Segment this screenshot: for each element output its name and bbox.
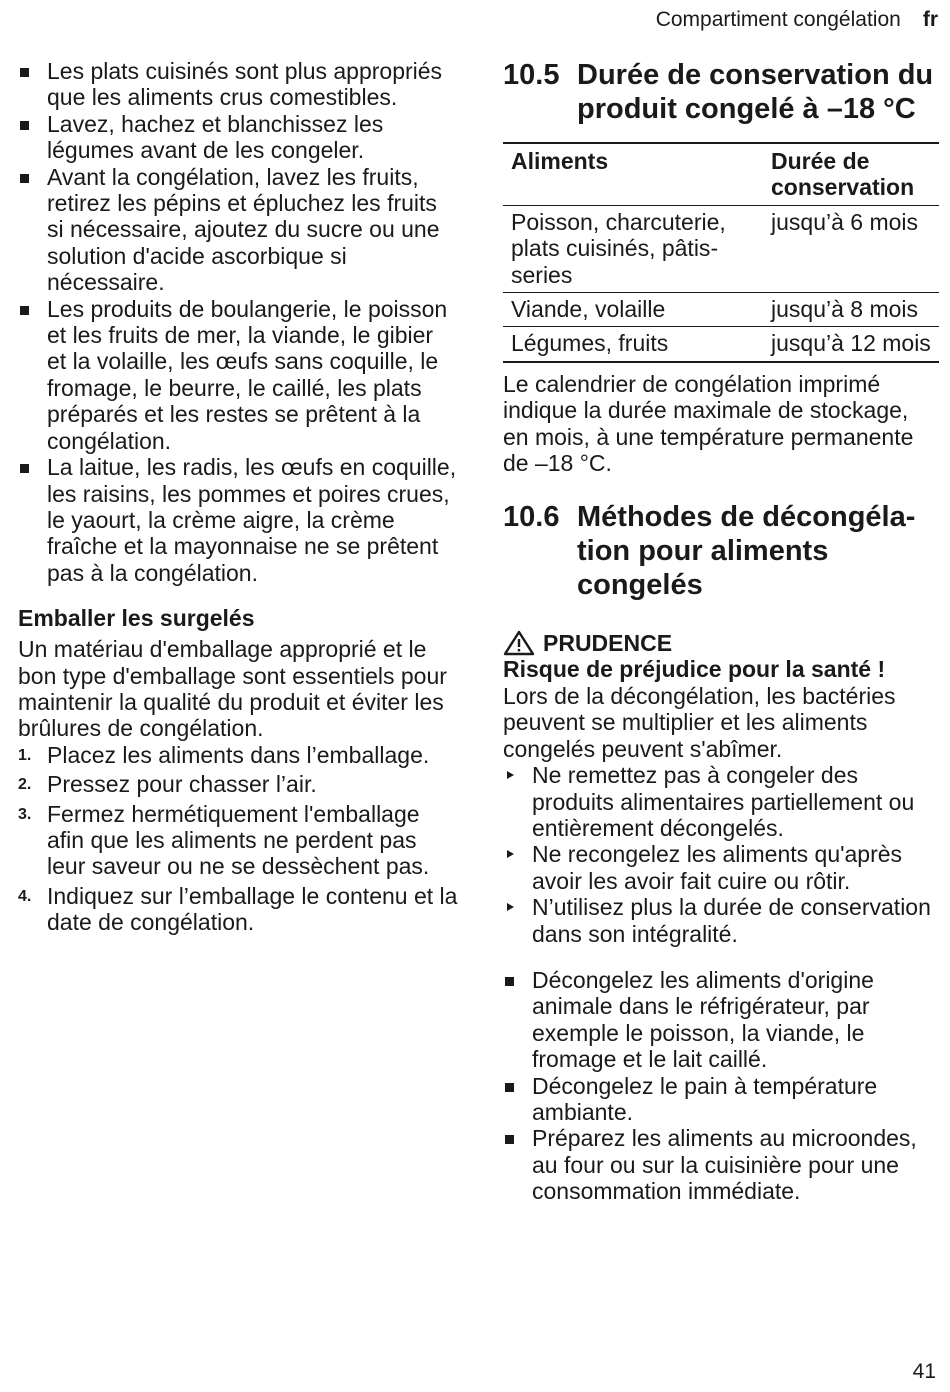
packaging-heading: Emballer les surgelés [18, 605, 255, 632]
page-number: 41 [912, 1360, 936, 1383]
column-header-food: Aliments [511, 148, 609, 174]
section-number: 10.5 [503, 59, 560, 91]
step-number: 2. [18, 776, 32, 794]
section-10-6-heading [503, 500, 939, 602]
table-header-row [503, 143, 939, 205]
step-text: Placez les aliments dans l’emballage. [47, 741, 430, 768]
list-item: Les produits de boulangerie, le poisson et les fruits de mer, la viande, le gibier et la volaille, les œufs sans coquille, le fromage, le beurre, le caillé, les plats préparés et les restes se prêtent à la congélation. [18, 296, 458, 454]
step-item [18, 801, 458, 880]
list-item: Décongelez le pain à température ambiante. [503, 1073, 939, 1126]
running-header [656, 8, 938, 32]
list-item: N’utilisez plus la durée de conservation dans son intégralité. [503, 894, 939, 947]
right-column [503, 58, 939, 1205]
table-row [503, 293, 939, 327]
step-number: 3. [18, 805, 32, 823]
step-number: 1. [18, 746, 32, 764]
header-section-title: Compartiment congélation [655, 8, 901, 31]
list-item: Décongelez les aliments d'origine animale dans le réfrigérateur, par exemple le poisson, la viande, le fromage et le lait caillé. [503, 967, 939, 1073]
packaging-steps [18, 742, 458, 936]
table-cell-food: Viande, volaille [511, 296, 666, 323]
section-title: Méthodes de décongélation pour aliments congelés [577, 501, 916, 602]
section-10-5-heading [503, 58, 939, 126]
table-row [503, 327, 939, 362]
step-number: 4. [18, 887, 32, 905]
step-item [18, 771, 458, 797]
caution-label: PRUDENCE [543, 630, 673, 657]
section-title: Durée de conservation du produit congelé à –18 °C [577, 59, 934, 125]
step-text: Pressez pour chasser l’air. [47, 771, 317, 798]
list-item: Ne recongelez les aliments qu'après avoir les avoir fait cuire ou rôtir. [503, 841, 939, 894]
table-cell-food: Poisson, charcuterie, plats cuisinés, pâtisseries [511, 208, 726, 288]
list-item: Les plats cuisinés sont plus appropriés que les aliments crus comestibles. [18, 58, 458, 111]
list-item: Lavez, hachez et blanchissez les légumes avant de les congeler. [18, 111, 458, 164]
warning-triangle-icon [503, 630, 535, 656]
health-risk-title: Risque de préjudice pour la santé ! [503, 656, 886, 683]
list-item: Avant la congélation, lavez les fruits, retirez les pépins et épluchez les fruits si nécessaire, ajoutez du sucre ou une solution d'acide ascorbique si nécessaire. [18, 164, 458, 296]
calendar-note: Le calendrier de congélation imprimé indique la durée maximale de stockage, en mois, à une température permanente de –18 °C. [503, 370, 914, 477]
packaging-intro: Un matériau d'emballage approprié et le bon type d'emballage sont essentiels pour maintenir la qualité du produit et éviter les brûlures de congélation. [18, 636, 447, 742]
thawing-methods-list [503, 967, 939, 1205]
table-cell-duration: jusqu’à 6 mois [771, 208, 919, 235]
table-cell-duration: jusqu’à 8 mois [771, 296, 919, 323]
table-row [503, 205, 939, 292]
step-text: Fermez hermétiquement l'emballage afin que les aliments ne perdent pas leur saveur ou ne se dessèchent pas. [47, 800, 430, 880]
list-item: Ne remettez pas à congeler des produits alimentaires partiellement ou entièrement décongelés. [503, 762, 939, 841]
table-cell-food: Légumes, fruits [511, 330, 669, 357]
header-language: fr [922, 8, 938, 31]
storage-duration-table [503, 142, 939, 363]
step-item [18, 742, 458, 768]
list-item: La laitue, les radis, les œufs en coquille, les raisins, les pommes et poires crues, le yaourt, la crème aigre, la crème fraîche et la mayonnaise ne se prêtent pas à la congélation. [18, 454, 458, 586]
freezing-tips-list [18, 58, 458, 586]
caution-actions-list [503, 762, 939, 947]
step-text: Indiquez sur l’emballage le contenu et la date de congélation. [47, 882, 458, 936]
step-item [18, 883, 458, 936]
caution-heading [503, 630, 939, 656]
column-header-duration: Durée de conservation [771, 148, 915, 201]
table-cell-duration: jusqu’à 12 mois [771, 330, 931, 357]
left-column [18, 58, 458, 939]
health-risk-text: Lors de la décongélation, les bactéries peuvent se multiplier et les aliments congelés peuvent s'abîmer. [503, 682, 896, 762]
section-number: 10.6 [503, 501, 560, 534]
list-item: Préparez les aliments au microondes, au four ou sur la cuisinière pour une consommation immédiate. [503, 1125, 939, 1204]
